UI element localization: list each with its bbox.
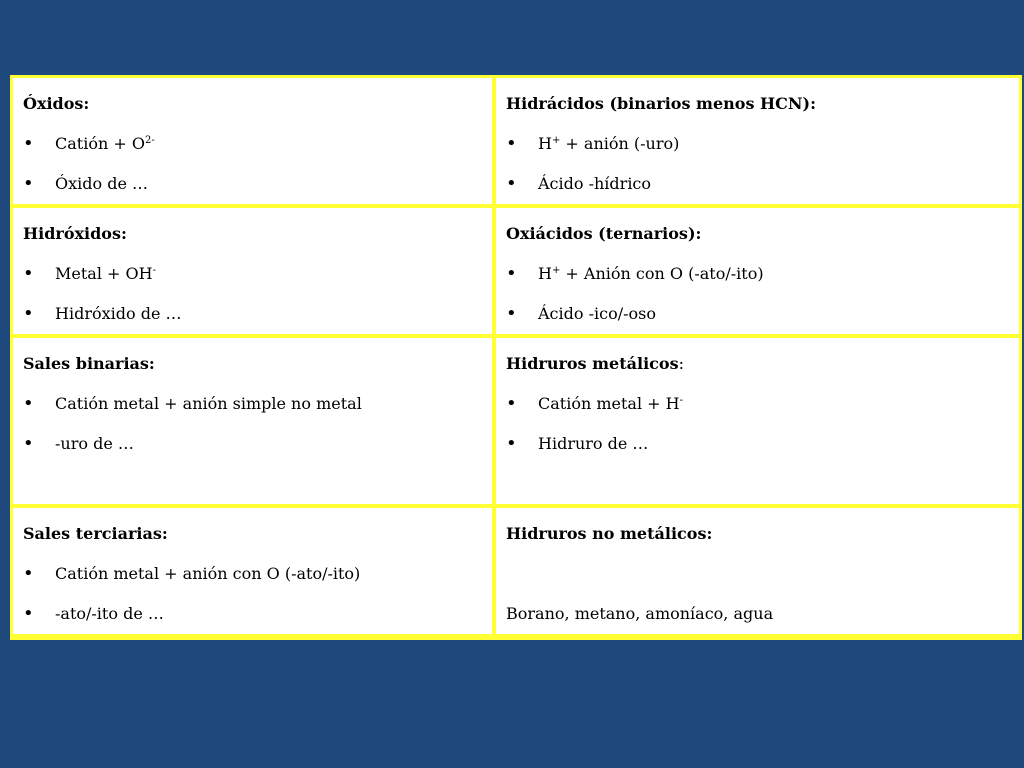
bullet-list — [23, 394, 482, 454]
cell-hidracidos — [496, 78, 1019, 204]
bullet-icon: • — [506, 303, 517, 324]
cell-title: Hidrácidos (binarios menos HCN): — [506, 94, 816, 113]
bullet-icon: • — [23, 133, 34, 154]
bullet-icon: • — [506, 173, 517, 194]
item-superscript: + — [551, 265, 561, 276]
list-item — [23, 394, 482, 414]
bullet-icon: • — [506, 133, 517, 154]
cell-title: Óxidos: — [23, 94, 90, 113]
list-item — [23, 604, 482, 624]
list-item — [506, 264, 1009, 284]
cell-sales-terciarias — [13, 508, 492, 634]
bullet-icon: • — [506, 433, 517, 454]
bullet-icon: • — [23, 303, 34, 324]
item-text: + anión (-uro) — [560, 134, 680, 153]
list-item — [23, 564, 482, 584]
bullet-list — [23, 134, 482, 194]
cell-title: Oxiácidos (ternarios): — [506, 224, 702, 243]
item-text: Ácido -hídrico — [538, 174, 652, 193]
list-item — [506, 304, 1009, 324]
cell-title — [506, 354, 1009, 374]
list-item — [506, 394, 1009, 414]
examples-text: Borano, metano, amoníaco, agua — [506, 604, 774, 623]
bullet-icon: • — [506, 263, 517, 284]
item-text: -uro de … — [55, 434, 134, 453]
cell-oxiacidos — [496, 208, 1019, 334]
item-text: Hidruro de … — [538, 434, 649, 453]
list-item — [23, 134, 482, 154]
cell-title: Sales terciarias: — [23, 524, 168, 543]
list-item — [506, 174, 1009, 194]
list-item — [23, 434, 482, 454]
list-item — [23, 304, 482, 324]
item-text: + Anión con O (-ato/-ito) — [560, 264, 764, 283]
item-text: Ácido -ico/-oso — [538, 304, 656, 323]
bullet-icon: • — [23, 263, 34, 284]
cell-hidruros-metalicos — [496, 338, 1019, 504]
item-text: Catión metal + anión simple no metal — [55, 394, 362, 413]
item-superscript: + — [551, 135, 561, 146]
cell-oxidos — [13, 78, 492, 204]
item-text: -ato/-ito de … — [55, 604, 164, 623]
bullet-list — [506, 264, 1009, 324]
cell-title-colon: : — [678, 354, 684, 373]
bullet-icon: • — [23, 563, 34, 584]
item-text: Catión metal + anión con O (-ato/-ito) — [55, 564, 361, 583]
cell-title: Hidróxidos: — [23, 224, 127, 243]
item-prefix: H — [538, 264, 552, 283]
item-text: Catión metal + H — [538, 394, 680, 413]
item-superscript: - — [679, 395, 683, 406]
list-item — [506, 434, 1009, 454]
bullet-icon: • — [23, 433, 34, 454]
bullet-list — [506, 134, 1009, 194]
bullet-icon: • — [23, 173, 34, 194]
bullet-list — [23, 264, 482, 324]
bullet-icon: • — [506, 393, 517, 414]
item-superscript: 2- — [144, 135, 155, 146]
item-text: Catión + O — [55, 134, 145, 153]
item-text: Metal + OH — [55, 264, 153, 283]
item-text: Hidróxido de … — [55, 304, 182, 323]
list-item — [23, 174, 482, 194]
cell-hidruros-no-metalicos — [496, 508, 1019, 634]
bullet-list — [23, 564, 482, 624]
bullet-icon: • — [23, 393, 34, 414]
item-prefix: H — [538, 134, 552, 153]
cell-title: Hidruros no metálicos: — [506, 524, 713, 543]
list-item — [506, 134, 1009, 154]
item-text: Óxido de … — [55, 174, 149, 193]
item-superscript: - — [152, 265, 156, 276]
cell-title-text: Hidruros metálicos — [506, 354, 679, 373]
cell-sales-binarias — [13, 338, 492, 504]
list-item — [23, 264, 482, 284]
bullet-list — [506, 394, 1009, 454]
nomenclature-table — [10, 75, 1022, 640]
bullet-icon: • — [23, 603, 34, 624]
cell-title: Sales binarias: — [23, 354, 155, 373]
cell-hidroxidos — [13, 208, 492, 334]
